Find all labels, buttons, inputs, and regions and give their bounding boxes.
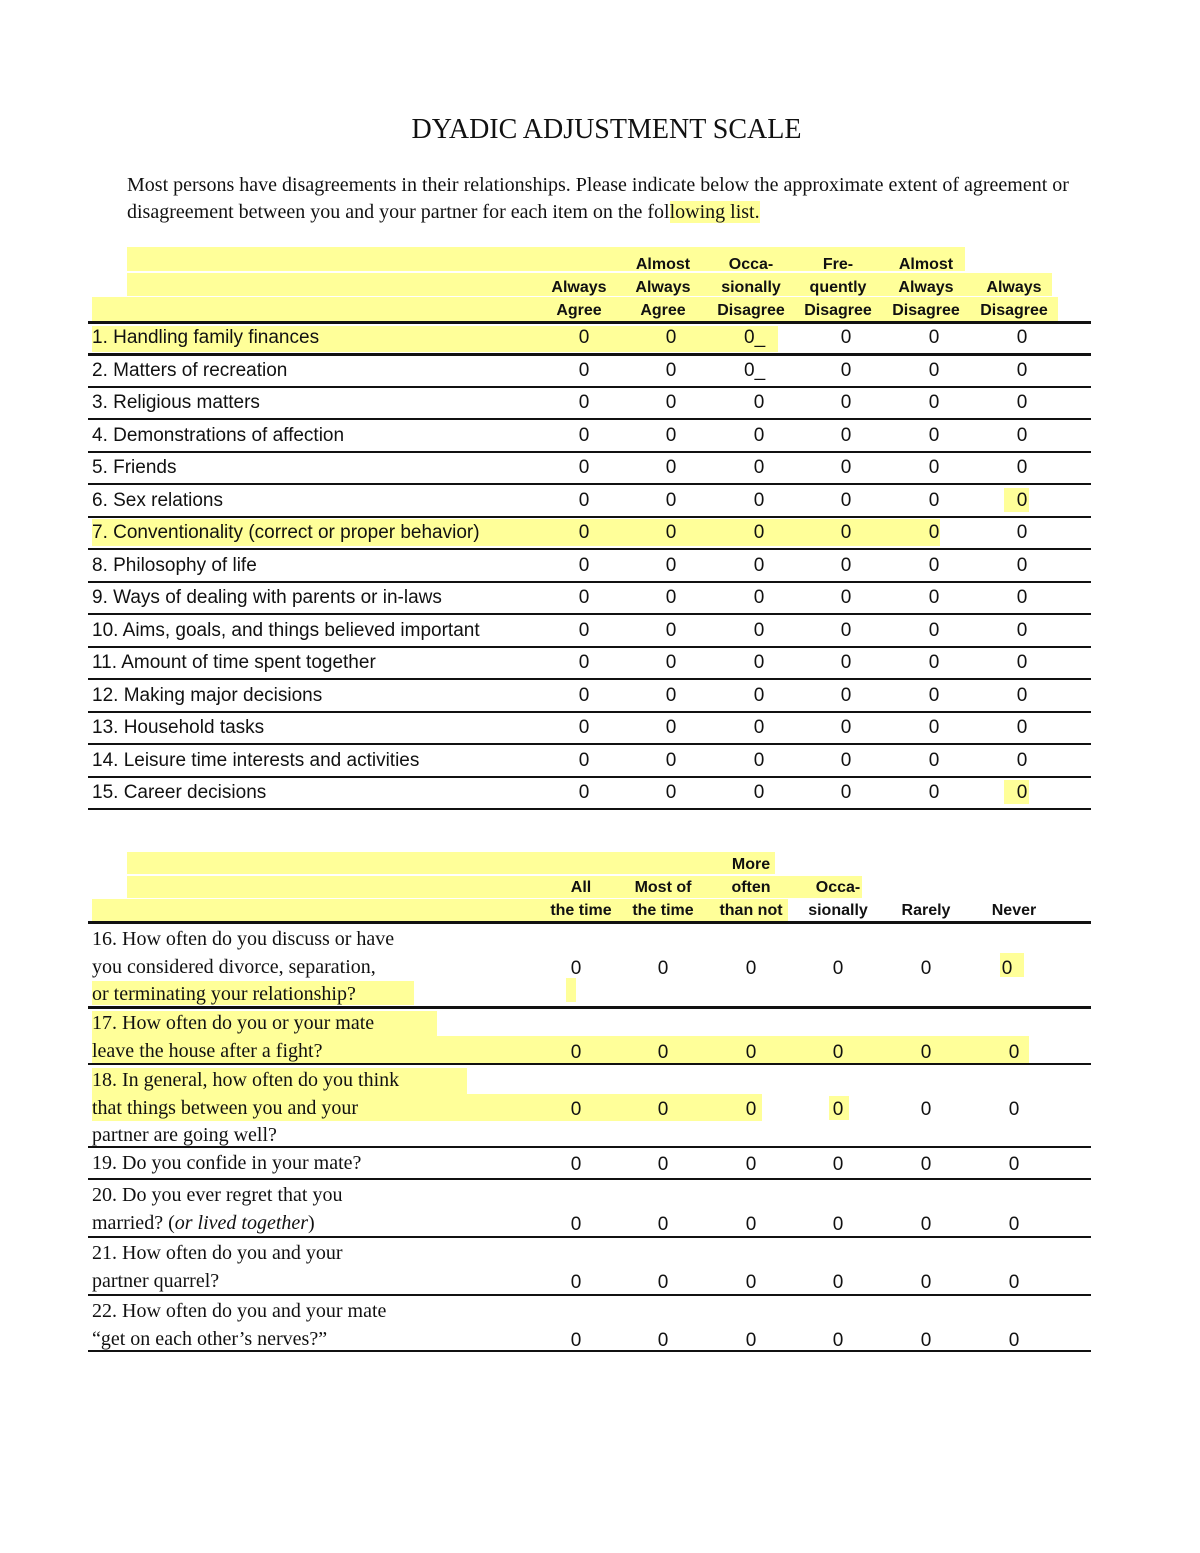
rating-option[interactable]: 0 bbox=[578, 652, 590, 673]
rating-option[interactable]: 0 bbox=[570, 1329, 582, 1351]
rating-option[interactable]: 0 bbox=[1016, 782, 1028, 803]
rating-option[interactable]: 0 bbox=[665, 392, 677, 413]
rating-option[interactable]: 0 bbox=[745, 1329, 757, 1351]
rating-option[interactable]: 0 bbox=[745, 1098, 757, 1120]
rating-option[interactable]: 0 bbox=[578, 684, 590, 706]
rating-option[interactable]: 0 bbox=[928, 327, 940, 348]
item-label: 11. Amount of time spent together bbox=[92, 652, 376, 673]
rating-option[interactable]: 0 bbox=[745, 957, 757, 979]
rating-option[interactable]: 0 bbox=[1008, 1041, 1020, 1063]
rating-option[interactable]: 0 bbox=[665, 327, 677, 348]
rating-option[interactable]: 0 bbox=[1016, 749, 1028, 771]
column-header: Almost bbox=[898, 256, 954, 273]
row-divider bbox=[88, 548, 1091, 550]
row-divider bbox=[88, 386, 1091, 388]
rating-option[interactable]: 0 bbox=[928, 424, 940, 446]
rating-option[interactable]: 0 bbox=[1016, 587, 1028, 608]
row-divider bbox=[88, 353, 1091, 356]
item-label-line: that things between you and your bbox=[92, 1096, 359, 1119]
rating-option[interactable]: 0 bbox=[657, 1041, 669, 1063]
row-divider bbox=[88, 1350, 1091, 1352]
instructions-highlighted-text: lowing list. bbox=[669, 201, 760, 223]
column-header: Never bbox=[991, 902, 1037, 919]
rating-option[interactable]: 0 bbox=[657, 1271, 669, 1293]
row-divider bbox=[88, 1178, 1091, 1180]
rating-option[interactable]: 0 bbox=[665, 359, 677, 381]
rating-option[interactable]: 0 bbox=[832, 1154, 844, 1175]
column-header: Always bbox=[551, 279, 607, 296]
rating-option[interactable]: 0 bbox=[840, 392, 852, 413]
rating-option[interactable]: 0 bbox=[840, 424, 852, 446]
row-divider bbox=[88, 581, 1091, 583]
rating-option[interactable]: 0 bbox=[1016, 684, 1028, 706]
rating-option[interactable]: 0 bbox=[657, 1098, 669, 1120]
rating-option[interactable]: 0 bbox=[920, 1041, 932, 1063]
rating-option[interactable]: 0 bbox=[745, 1213, 757, 1235]
rating-option[interactable]: 0 bbox=[928, 587, 940, 608]
rating-option[interactable]: 0 bbox=[840, 749, 852, 771]
rating-option[interactable]: 0 bbox=[928, 457, 940, 478]
rating-option[interactable]: 0 bbox=[657, 1329, 669, 1351]
rating-option[interactable]: 0 bbox=[840, 652, 852, 673]
item-label-line: 20. Do you ever regret that you bbox=[92, 1184, 343, 1206]
item-label-line: leave the house after a fight? bbox=[92, 1039, 323, 1062]
rating-option[interactable]: 0 bbox=[1016, 652, 1028, 673]
rating-option[interactable]: 0 bbox=[928, 684, 940, 706]
rating-option[interactable]: 0 bbox=[928, 522, 940, 543]
item-label-line: 21. How often do you and your bbox=[92, 1242, 343, 1264]
row-divider bbox=[88, 321, 1091, 324]
column-header: often bbox=[731, 879, 771, 896]
column-header: the time bbox=[550, 902, 612, 919]
rating-option[interactable]: 0 bbox=[578, 717, 590, 738]
row-divider bbox=[88, 1006, 1091, 1009]
row-divider bbox=[88, 1063, 1091, 1065]
rating-option[interactable]: 0 bbox=[1008, 1154, 1020, 1175]
rating-option[interactable]: 0 bbox=[578, 489, 590, 511]
rating-option[interactable]: 0 bbox=[1001, 957, 1013, 979]
item-label: 10. Aims, goals, and things believed important bbox=[92, 619, 480, 641]
rating-option[interactable]: 0 bbox=[665, 587, 677, 608]
rating-option[interactable]: 0 bbox=[745, 1271, 757, 1293]
rating-option[interactable]: 0 bbox=[570, 1154, 582, 1175]
rating-option[interactable]: 0 bbox=[665, 749, 677, 771]
rating-option[interactable]: 0 bbox=[832, 1213, 844, 1235]
rating-option[interactable]: 0 bbox=[665, 489, 677, 511]
item-label: 15. Career decisions bbox=[92, 782, 267, 803]
instructions bbox=[127, 172, 1117, 226]
rating-option[interactable]: 0 bbox=[665, 717, 677, 738]
column-header: Disagree bbox=[804, 302, 872, 319]
row-divider bbox=[88, 1146, 1091, 1148]
column-header: Disagree bbox=[980, 302, 1048, 319]
rating-option[interactable]: 0 bbox=[665, 554, 677, 576]
item-label: 8. Philosophy of life bbox=[92, 554, 257, 576]
item-label-line: partner are going well? bbox=[92, 1124, 277, 1146]
item-label-line: married? (or lived together) bbox=[92, 1211, 315, 1234]
rating-option[interactable]: 0 bbox=[920, 1271, 932, 1293]
rating-option[interactable]: 0 bbox=[928, 717, 940, 738]
rating-option[interactable]: 0 bbox=[920, 1329, 932, 1351]
rating-option[interactable]: 0 bbox=[1016, 489, 1028, 511]
row-divider bbox=[88, 613, 1091, 615]
rating-option[interactable]: 0 bbox=[832, 1271, 844, 1293]
rating-option[interactable]: 0 bbox=[1008, 1271, 1020, 1293]
rating-option[interactable]: 0 bbox=[753, 684, 765, 706]
rating-option[interactable]: 0 bbox=[840, 327, 852, 348]
rating-option[interactable]: 0 bbox=[1016, 327, 1028, 348]
rating-option[interactable]: 0 bbox=[570, 1098, 582, 1120]
column-header: Occa- bbox=[728, 256, 774, 273]
row-divider bbox=[88, 808, 1091, 810]
rating-option[interactable]: 0 bbox=[578, 359, 590, 381]
row-divider bbox=[88, 418, 1091, 420]
rating-option[interactable]: 0_ bbox=[744, 327, 766, 348]
rating-option[interactable]: 0 bbox=[928, 359, 940, 381]
rating-option[interactable]: 0 bbox=[578, 522, 590, 543]
rating-option[interactable]: 0 bbox=[1016, 554, 1028, 576]
column-header: More bbox=[731, 856, 771, 873]
rating-option[interactable]: 0 bbox=[665, 457, 677, 478]
rating-option[interactable]: 0 bbox=[1016, 522, 1028, 543]
rating-option[interactable]: 0 bbox=[1016, 619, 1028, 641]
rating-option[interactable]: 0 bbox=[840, 457, 852, 478]
rating-option[interactable]: 0 bbox=[832, 1329, 844, 1351]
rating-option[interactable]: 0 bbox=[840, 717, 852, 738]
rating-option[interactable]: 0 bbox=[665, 684, 677, 706]
row-divider bbox=[88, 1236, 1091, 1238]
rating-option[interactable]: 0 bbox=[570, 1271, 582, 1293]
rating-option[interactable]: 0 bbox=[578, 457, 590, 478]
instructions-text: Most persons have disagreements in their relationships. Please indicate below the approximate extent of agreement or disagreement between you and your partner for each item on the fol bbox=[127, 174, 1069, 223]
rating-option[interactable]: 0 bbox=[753, 717, 765, 738]
item-label-line: “get on each other’s nerves?” bbox=[92, 1327, 328, 1350]
item-label: 2. Matters of recreation bbox=[92, 359, 288, 381]
rating-option[interactable]: 0 bbox=[840, 587, 852, 608]
rating-option[interactable]: 0 bbox=[578, 424, 590, 446]
item-label: 3. Religious matters bbox=[92, 392, 260, 413]
row-divider bbox=[88, 921, 1091, 924]
rating-option[interactable]: 0 bbox=[928, 782, 940, 803]
item-label: 1. Handling family finances bbox=[92, 327, 320, 348]
item-label-line: 18. In general, how often do you think bbox=[92, 1069, 400, 1091]
highlight bbox=[127, 852, 775, 874]
rating-option[interactable]: 0 bbox=[570, 1213, 582, 1235]
rating-option[interactable]: 0 bbox=[832, 1098, 844, 1120]
page-title: DYADIC ADJUSTMENT SCALE bbox=[411, 114, 802, 145]
rating-option[interactable]: 0 bbox=[928, 392, 940, 413]
rating-option[interactable]: 0 bbox=[665, 522, 677, 543]
item-label-line: you considered divorce, separation, bbox=[92, 955, 376, 978]
rating-option[interactable]: 0 bbox=[840, 554, 852, 576]
row-divider bbox=[88, 516, 1091, 518]
column-header: Most of bbox=[634, 879, 692, 896]
rating-option[interactable]: 0 bbox=[920, 1098, 932, 1120]
rating-option[interactable]: 0 bbox=[578, 587, 590, 608]
item-label: 9. Ways of dealing with parents or in-laws bbox=[92, 587, 442, 608]
column-header: sionally bbox=[808, 902, 868, 919]
rating-option[interactable]: 0 bbox=[753, 782, 765, 803]
rating-option[interactable]: 0 bbox=[578, 327, 590, 348]
rating-option[interactable]: 0 bbox=[928, 619, 940, 641]
rating-option[interactable]: 0 bbox=[753, 749, 765, 771]
rating-option[interactable]: 0 bbox=[657, 957, 669, 979]
item-label: 7. Conventionality (correct or proper behavior) bbox=[92, 522, 480, 543]
row-divider bbox=[88, 711, 1091, 713]
rating-option[interactable]: 0 bbox=[1008, 1329, 1020, 1351]
column-header: Agree bbox=[556, 302, 602, 319]
row-divider bbox=[88, 678, 1091, 680]
column-header: Agree bbox=[640, 302, 686, 319]
rating-option[interactable]: 0 bbox=[578, 392, 590, 413]
rating-option[interactable]: 0_ bbox=[744, 359, 766, 381]
rating-option[interactable]: 0 bbox=[753, 554, 765, 576]
item-label: 13. Household tasks bbox=[92, 717, 265, 738]
rating-option[interactable]: 0 bbox=[920, 1154, 932, 1175]
row-divider bbox=[88, 483, 1091, 485]
row-divider bbox=[88, 743, 1091, 745]
rating-option[interactable]: 0 bbox=[753, 652, 765, 673]
row-divider bbox=[88, 776, 1091, 778]
rating-option[interactable]: 0 bbox=[1016, 717, 1028, 738]
column-header: Almost bbox=[635, 256, 691, 273]
item-label-line: 16. How often do you discuss or have bbox=[92, 928, 395, 950]
rating-option[interactable]: 0 bbox=[920, 1213, 932, 1235]
rating-option[interactable]: 0 bbox=[1008, 1098, 1020, 1120]
item-label-line: 19. Do you confide in your mate? bbox=[92, 1152, 362, 1174]
column-header: Always bbox=[898, 279, 954, 296]
column-header: the time bbox=[632, 902, 694, 919]
rating-option[interactable]: 0 bbox=[928, 652, 940, 673]
rating-option[interactable]: 0 bbox=[928, 489, 940, 511]
rating-option[interactable]: 0 bbox=[840, 782, 852, 803]
rating-option[interactable]: 0 bbox=[753, 424, 765, 446]
column-header: Always bbox=[635, 279, 691, 296]
item-label-line: partner quarrel? bbox=[92, 1269, 220, 1292]
rating-option[interactable]: 0 bbox=[840, 359, 852, 381]
rating-option[interactable]: 0 bbox=[840, 522, 852, 543]
rating-option[interactable]: 0 bbox=[665, 652, 677, 673]
rating-option[interactable]: 0 bbox=[832, 957, 844, 979]
item-label: 4. Demonstrations of affection bbox=[92, 424, 345, 446]
rating-option[interactable]: 0 bbox=[1016, 424, 1028, 446]
rating-option[interactable]: 0 bbox=[570, 957, 582, 979]
highlight bbox=[566, 978, 576, 1002]
rating-option[interactable]: 0 bbox=[1016, 457, 1028, 478]
rating-option[interactable]: 0 bbox=[1016, 359, 1028, 381]
rating-option[interactable]: 0 bbox=[753, 522, 765, 543]
rating-option[interactable]: 0 bbox=[832, 1041, 844, 1063]
rating-option[interactable]: 0 bbox=[920, 957, 932, 979]
rating-option[interactable]: 0 bbox=[578, 749, 590, 771]
column-header: Occa- bbox=[815, 879, 861, 896]
row-divider bbox=[88, 646, 1091, 648]
rating-option[interactable]: 0 bbox=[578, 782, 590, 803]
column-header: All bbox=[570, 879, 592, 896]
rating-option[interactable]: 0 bbox=[840, 489, 852, 511]
column-header: Disagree bbox=[717, 302, 785, 319]
rating-option[interactable]: 0 bbox=[753, 587, 765, 608]
item-label-line: or terminating your relationship? bbox=[92, 983, 356, 1005]
rating-option[interactable]: 0 bbox=[578, 554, 590, 576]
item-label: 6. Sex relations bbox=[92, 489, 223, 511]
column-header: quently bbox=[809, 279, 867, 296]
rating-option[interactable]: 0 bbox=[1016, 392, 1028, 413]
rating-option[interactable]: 0 bbox=[928, 749, 940, 771]
column-header: Disagree bbox=[892, 302, 960, 319]
column-header: Always bbox=[986, 279, 1042, 296]
item-label-line: 17. How often do you or your mate bbox=[92, 1012, 375, 1034]
row-divider bbox=[88, 1294, 1091, 1296]
rating-option[interactable]: 0 bbox=[840, 684, 852, 706]
rating-option[interactable]: 0 bbox=[745, 1154, 757, 1175]
rating-option[interactable]: 0 bbox=[753, 457, 765, 478]
rating-option[interactable]: 0 bbox=[753, 619, 765, 641]
rating-option[interactable]: 0 bbox=[665, 424, 677, 446]
column-header: than not bbox=[719, 902, 783, 919]
row-divider bbox=[88, 451, 1091, 453]
item-label: 14. Leisure time interests and activities bbox=[92, 749, 420, 771]
rating-option[interactable]: 0 bbox=[657, 1154, 669, 1175]
column-header: sionally bbox=[721, 279, 781, 296]
column-header: Rarely bbox=[901, 902, 951, 919]
rating-option[interactable]: 0 bbox=[657, 1213, 669, 1235]
item-label: 5. Friends bbox=[92, 457, 177, 478]
rating-option[interactable]: 0 bbox=[840, 619, 852, 641]
rating-option[interactable]: 0 bbox=[665, 782, 677, 803]
column-header: Fre- bbox=[822, 256, 854, 273]
rating-option[interactable]: 0 bbox=[570, 1041, 582, 1063]
item-label-line: 22. How often do you and your mate bbox=[92, 1300, 387, 1322]
rating-option[interactable]: 0 bbox=[1008, 1213, 1020, 1235]
rating-option[interactable]: 0 bbox=[753, 489, 765, 511]
rating-option[interactable]: 0 bbox=[928, 554, 940, 576]
rating-option[interactable]: 0 bbox=[578, 619, 590, 641]
item-label: 12. Making major decisions bbox=[92, 684, 323, 706]
rating-option[interactable]: 0 bbox=[665, 619, 677, 641]
rating-option[interactable]: 0 bbox=[745, 1041, 757, 1063]
rating-option[interactable]: 0 bbox=[753, 392, 765, 413]
